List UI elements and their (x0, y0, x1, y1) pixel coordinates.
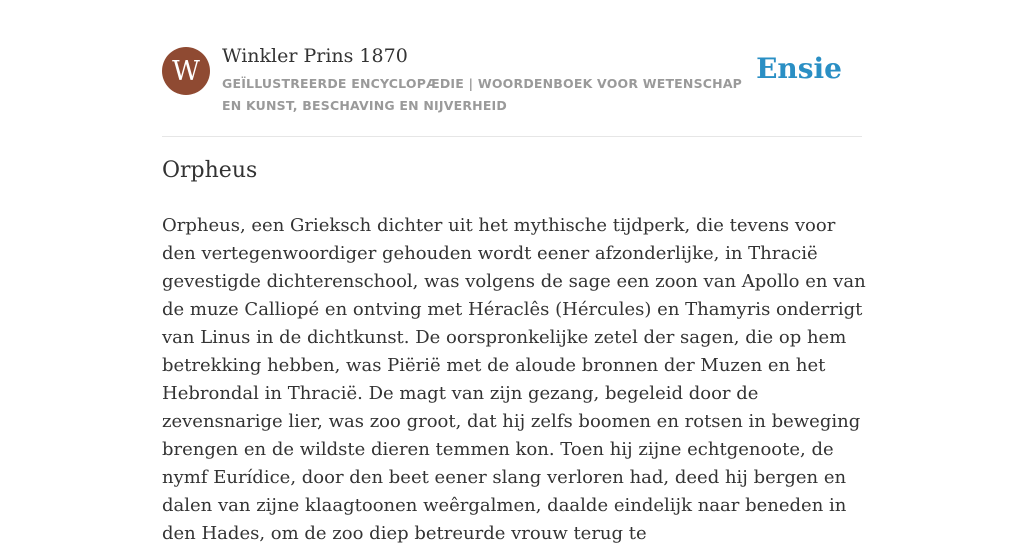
source-subtitle: GEÏLLUSTREERDE ENCYCLOPÆDIE | WOORDENBOEK VOOR WETENSCHAP EN KUNST, BESCHAVING EN NIJVERHEID (222, 76, 743, 113)
page (162, 0, 866, 544)
source-title[interactable]: Winkler Prins 1870 (222, 45, 408, 67)
entry-title: Orpheus (162, 158, 258, 183)
source-avatar[interactable]: W (162, 47, 210, 95)
ensie-logo[interactable]: Ensie (756, 52, 842, 85)
source-header (162, 0, 862, 137)
entry-body: Orpheus, een Grieksch dichter uit het mythische tijdperk, die tevens voor den vertegenwoordiger gehouden wordt eener afzonderlijke, in Thracië gevestigde dichterenschool, was volgens de sage een zoon van Apollo en van de muze Calliopé en ontving met Héraclês (Hércules) en Thamyris onderrigt van Linus in de dichtkunst. De oorspronkelijke zetel der sagen, die op hem betrekking hebben, was Piërië met de aloude bronnen der Muzen en het Hebrondal in Thracië. De magt van zijn gezang, begeleid door de zevensnarige lier, was zoo groot, dat hij zelfs boomen en rotsen in beweging brengen en de wildste dieren temmen kon. Toen hij zijne echtgenoote, de nymf Eurídice, door den beet eener slang verloren had, deed hij bergen en dalen van zijne klaagtoonen weêrgalmen, daalde eindelijk naar beneden in den Hades, om de zoo diep betreurde vrouw terug te (162, 215, 866, 544)
